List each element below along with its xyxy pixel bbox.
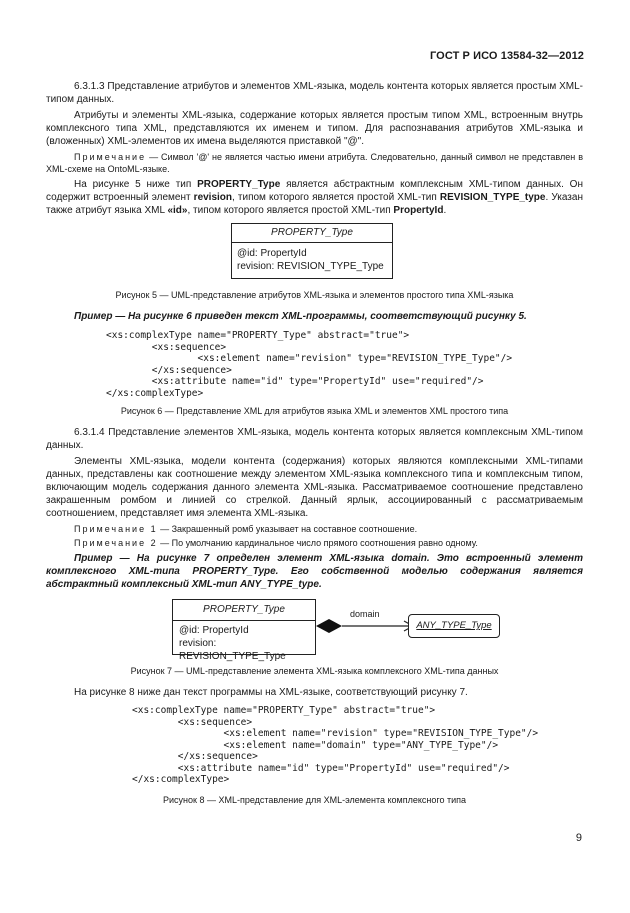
uml-class-attributes — [232, 243, 392, 273]
uml-attribute-id: @id: PropertyId — [237, 248, 307, 259]
bold-run: PROPERTY_Type — [197, 179, 281, 190]
paragraph-figure-8-intro: На рисунке 8 ниже дан текст программы на XML-языке, соответствующий рисунку 7. — [74, 687, 468, 698]
bold-run: «id» — [167, 205, 188, 216]
text-run: , типом которого является простой XML-тип — [232, 192, 440, 203]
uml-attribute-revision: revision: REVISION_TYPE_Type — [237, 261, 384, 272]
example-1: Пример — На рисунке 6 приведен текст XML-программы, соответствующий рисунку 5. — [74, 311, 527, 322]
figure-7-caption: Рисунок 7 — UML-представление элемента XML-языка комплексного XML-типа данных — [130, 666, 499, 676]
code-line: <xs:element name="revision" type="REVISION_TYPE_Type"/> — [132, 728, 539, 739]
bold-run: revision — [193, 192, 233, 203]
code-line: <xs:attribute name="id" type="PropertyId" use="required"/> — [132, 762, 510, 774]
uml-attribute-revision: revision: REVISION_TYPE_Type — [179, 638, 286, 662]
example-2: Пример — На рисунке 7 определен элемент XML-языка domain. Это встроенный элемент комплексного XML-типа PROPERTY_Type. Его собственной моделью содержания является абстрактный комплексный XML-тип ANY_TYPE_type. — [46, 553, 583, 590]
note-1-text: — Символ '@' не является частью имени атрибута. Следовательно, данный символ не представлен в XML-схеме на OntoML-языке. — [46, 152, 583, 174]
code-line: <xs:sequence> — [132, 716, 253, 728]
uml-class-title: PROPERTY_Type — [173, 600, 315, 621]
document-header: ГОСТ Р ИСО 13584-32—2012 — [429, 50, 584, 62]
paragraph-attributes: Атрибуты и элементы XML-языка, содержание которых является простым типом XML, встроенным внутрь комплексного типа XML, представляются их именем и типом. Для распознавания атрибутов XML-языка и (вложенных) XML-элементов их имена выделяются приставкой "@". — [46, 110, 583, 147]
figure-8-caption: Рисунок 8 — XML-представление для XML-элемента комплексного типа — [163, 794, 466, 805]
note-3 — [46, 537, 583, 549]
code-line: </xs:complexType> — [132, 774, 230, 785]
association-label: domain — [350, 609, 380, 619]
note-1-label: Примечание — [74, 152, 147, 162]
uml-class-any-type-name: ANY_TYPE_Type — [416, 620, 492, 631]
code-listing-8 — [132, 705, 583, 786]
uml-class-any-type — [408, 614, 500, 638]
code-line: <xs:complexType name="PROPERTY_Type" abstract="true"> — [132, 705, 436, 716]
text-run: На рисунке 5 ниже тип — [74, 179, 198, 190]
note-1 — [46, 151, 583, 175]
code-line: </xs:sequence> — [106, 364, 232, 376]
note-2-label: Примечание 1 — [74, 524, 158, 534]
figure-7 — [46, 599, 583, 661]
text-run: , типом которого является простой XML-тип — [187, 205, 394, 216]
figure-5 — [46, 223, 583, 285]
code-line: <xs:element name="revision" type="REVISION_TYPE_Type"/> — [106, 353, 513, 364]
uml-class-property-type-2 — [172, 599, 316, 662]
figure-6-caption: Рисунок 6 — Представление XML для атрибутов языка XML и элементов XML простого типа — [120, 406, 509, 416]
code-line: <xs:element name="domain" type="ANY_TYPE_Type"/> — [132, 739, 499, 751]
section-6-3-1-3-heading: 6.3.1.3 Представление атрибутов и элементов XML-языка, модель контента которых является простым XML-типом данных. — [46, 81, 583, 105]
note-2-text: — Закрашенный ромб указывает на составное соотношение. — [157, 524, 418, 534]
uml-class-attributes — [173, 621, 315, 663]
paragraph-complex-elements: Элементы XML-языка, модели контента (содержания) которых являются комплексными XML-типами данных, представлены как соотношение между элементом XML-языка комплексного типа и комплексным типом, включающим модель содержания данного элемента XML-языка. Рассматриваемое соотношение представлено закрашенным ромбом и линией со стрелкой. Данный ярлык, ассоциированный с рассматриваемым соотношением, представляет имя элемента XML-языка. — [46, 456, 583, 519]
page-content — [46, 80, 583, 807]
code-line: <xs:sequence> — [106, 341, 227, 353]
note-2 — [46, 523, 583, 535]
note-3-text: — По умолчанию кардинальное число прямого соотношения равно одному. — [157, 538, 478, 548]
text-run: . Указан также атрибут языка XML — [46, 192, 583, 216]
text-run: . — [443, 205, 447, 216]
page-number: 9 — [575, 832, 582, 844]
figure-5-caption: Рисунок 5 — UML-представление атрибутов XML-языка и элементов простого типа XML-языка — [115, 290, 514, 300]
code-line: <xs:attribute name="id" type="PropertyId" use="required"/> — [106, 376, 484, 387]
uml-attribute-id: @id: PropertyId — [179, 625, 249, 636]
uml-class-title: PROPERTY_Type — [232, 224, 392, 243]
code-line: </xs:sequence> — [132, 751, 258, 762]
text-run: является абстрактным комплексным XML-типом данных. Он содержит встроенный элемент — [46, 179, 583, 203]
code-line: </xs:complexType> — [106, 387, 204, 399]
note-3-label: Примечание 2 — [74, 538, 158, 548]
code-listing-6 — [106, 330, 583, 399]
composition-diamond — [316, 619, 342, 633]
bold-run: REVISION_TYPE_type — [439, 192, 546, 203]
paragraph-figure-5-intro — [46, 178, 583, 217]
uml-class-property-type — [231, 223, 393, 279]
bold-run: PropertyId — [393, 205, 444, 216]
code-line: <xs:complexType name="PROPERTY_Type" abstract="true"> — [106, 330, 410, 341]
section-6-3-1-4-heading: 6.3.1.4 Представление элементов XML-языка, модель контента которых является комплексным XML-типом данных. — [46, 427, 583, 451]
